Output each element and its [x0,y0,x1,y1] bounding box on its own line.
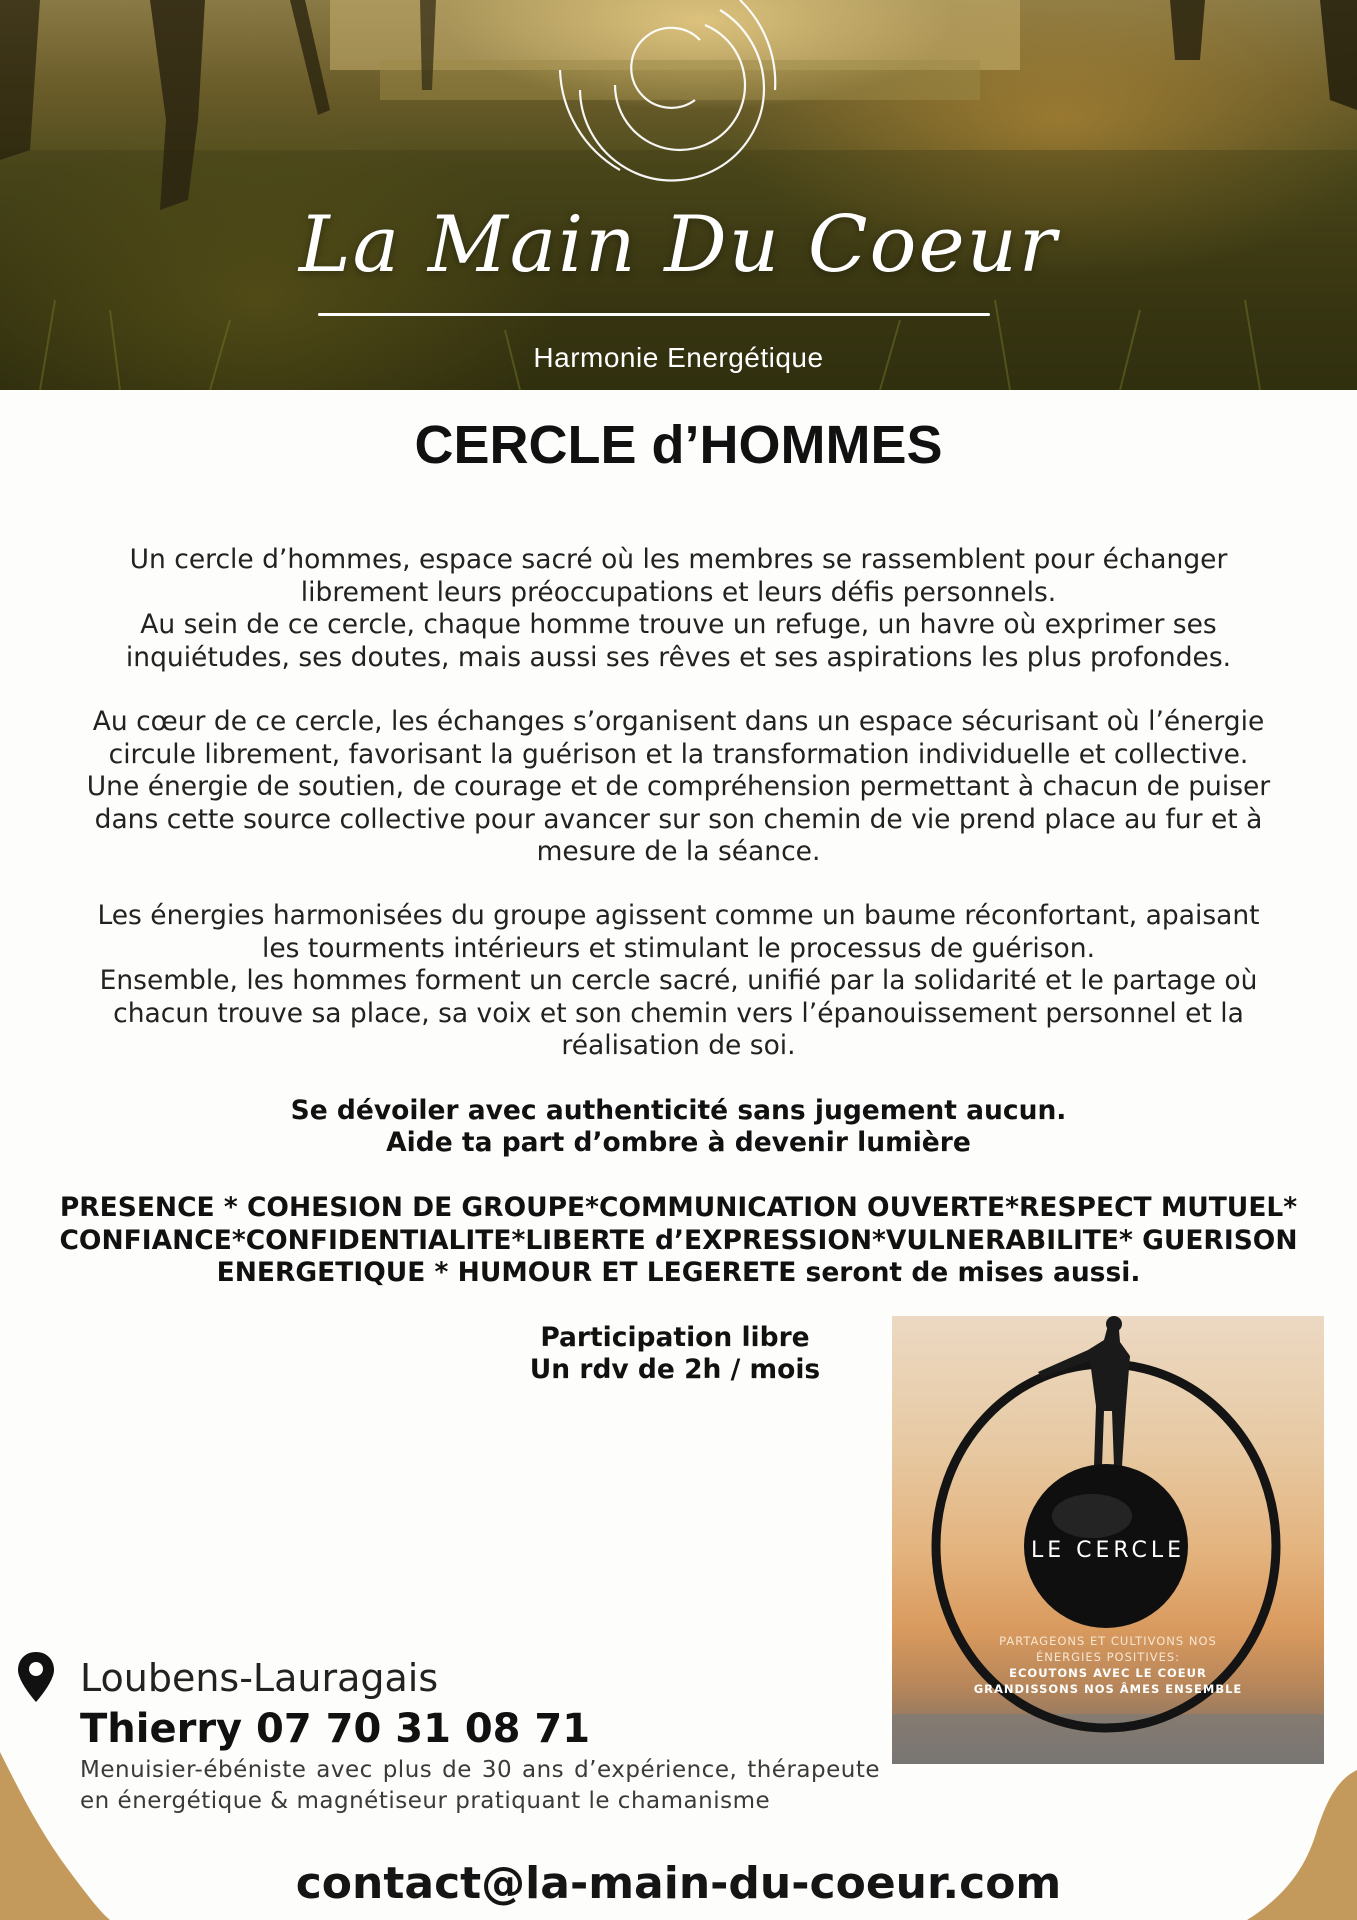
le-cercle-line: GRANDISSONS NOS ÂMES ENSEMBLE [973,1682,1243,1696]
page-title: CERCLE d’HOMMES [414,415,943,475]
decorative-corner-right [1247,1770,1357,1920]
contact-email-link[interactable]: contact@la-main-du-coeur.com [295,1858,1062,1909]
text-line: Ensemble, les hommes forment un cercle sacré, unifié par la solidarité et le partage où [99,965,1258,996]
text-line: Au sein de ce cercle, chaque homme trouve un refuge, un havre où exprimer ses [140,609,1217,640]
text-line: Au cœur de ce cercle, les échanges s’organisent dans un espace sécurisant où l’énergie [92,706,1265,737]
values-line: CONFIANCE*CONFIDENTIALITE*LIBERTE d’EXPRESSION*VULNERABILITE* GUERISON [59,1224,1298,1256]
le-cercle-image [892,1316,1324,1764]
participation-frequency: Un rdv de 2h / mois [529,1354,821,1385]
location-text: Loubens-Lauragais [80,1656,439,1700]
brand-underline [318,313,990,316]
text-line: circule librement, favorisant la guérison et la transformation individuelle et collective. [108,738,1249,770]
text-line: librement leurs préoccupations et leurs défis personnels. [300,576,1057,608]
values-list [16,1192,1341,1290]
participation-price: Participation libre [540,1322,810,1353]
text-line: mesure de la séance. [536,836,821,867]
le-cercle-title: LE CERCLE [1030,1538,1186,1563]
values-line: ENERGETIQUE * HUMOUR ET LEGERETE seront de mises aussi. [216,1257,1141,1288]
tagline-line: Se dévoiler avec authenticité sans jugement aucun. [290,1095,1067,1126]
text-line: les tourments intérieurs et stimulant le processus de guérison. [261,932,1095,964]
participation-info [470,1322,880,1386]
text-line: Les énergies harmonisées du groupe agissent comme un baume réconfortant, apaisant [97,900,1260,931]
contact-name-phone[interactable]: Thierry 07 70 31 08 71 [80,1706,591,1752]
values-line: PRESENCE * COHESION DE GROUPE*COMMUNICATION OUVERTE*RESPECT MUTUEL* [59,1192,1298,1223]
intro-paragraph-1 [16,544,1341,674]
text-line: réalisation de soi. [561,1030,796,1061]
le-cercle-line: ÉNERGIES POSITIVES: [1035,1650,1181,1664]
practitioner-bio: Menuisier-ébéniste avec plus de 30 ans d’expérience, thérapeute en énergétique & magnétiseur pratiquant le chamanisme [80,1757,880,1814]
intro-paragraph-2 [16,706,1341,869]
text-line: chacun trouve sa place, sa voix et son chemin vers l’épanouissement personnel et la [113,997,1244,1029]
le-cercle-line: ECOUTONS AVEC LE COEUR [1009,1666,1207,1680]
brand-subtitle: Harmonie Energétique [533,342,824,373]
decorative-corner-left [0,1752,110,1920]
text-line: Une énergie de soutien, de courage et de compréhension permettant à chacun de puiser [86,771,1271,802]
brand-title: La Main Du Coeur [298,200,1059,290]
text-line: Un cercle d’hommes, espace sacré où les membres se rassemblent pour échanger [129,544,1228,575]
le-cercle-line: PARTAGEONS ET CULTIVONS NOS [999,1634,1217,1648]
map-pin-icon [16,1650,56,1704]
brand-logo [0,0,1357,390]
text-line: dans cette source collective pour avancer sur son chemin de vie prend place au fur et à [94,803,1263,835]
text-line: inquiétudes, ses doutes, mais aussi ses rêves et ses aspirations les plus profondes. [125,641,1232,673]
intro-paragraph-3 [16,900,1341,1063]
hero-banner [0,0,1357,390]
tagline-line: Aide ta part d’ombre à devenir lumière [386,1127,971,1158]
tagline [16,1095,1341,1159]
